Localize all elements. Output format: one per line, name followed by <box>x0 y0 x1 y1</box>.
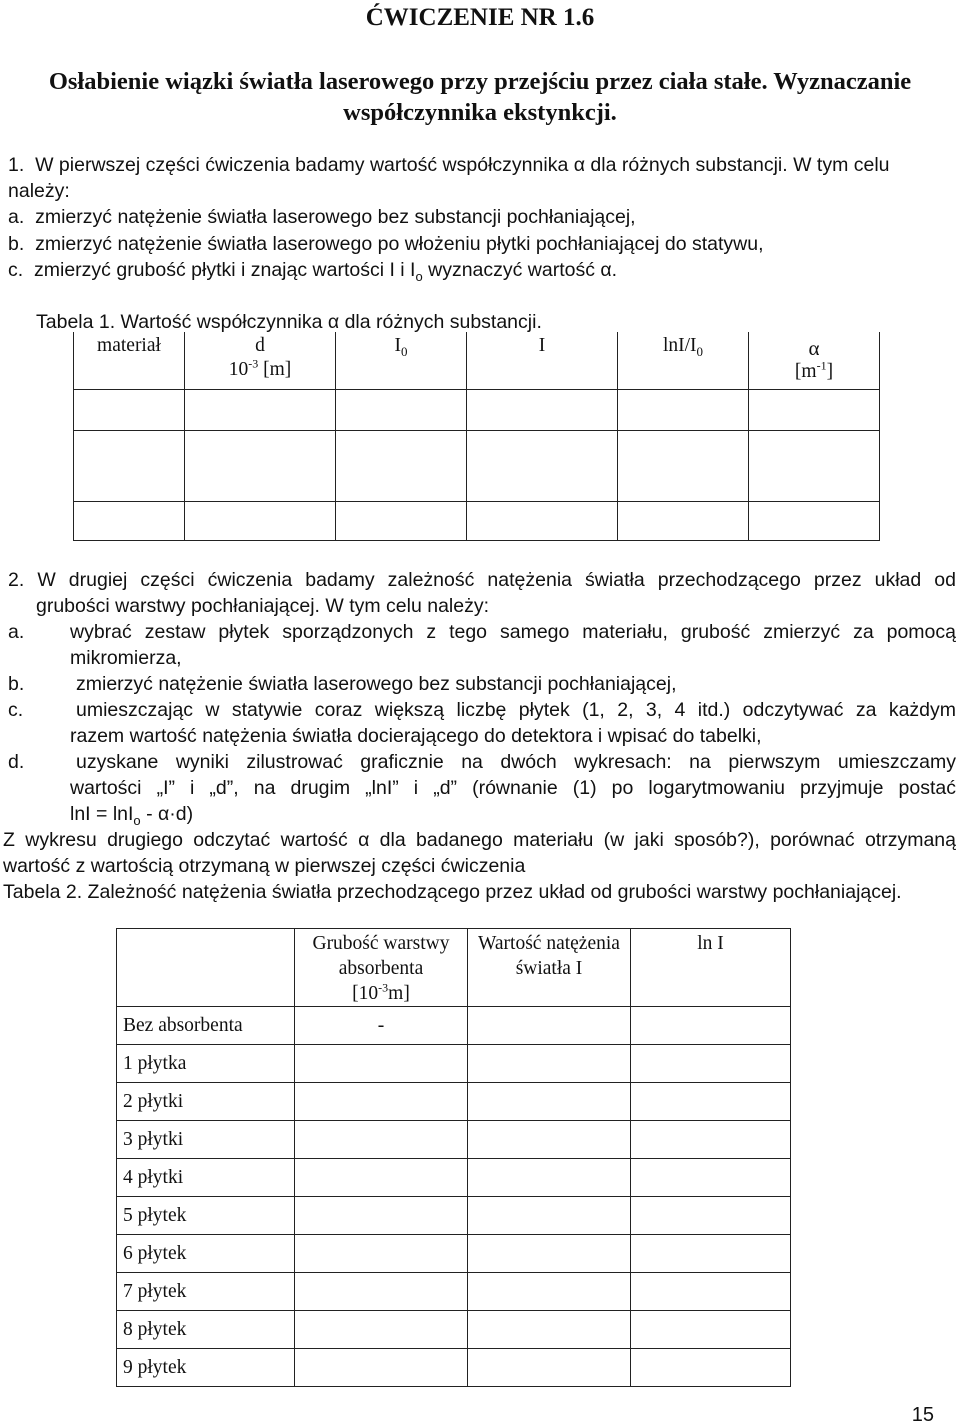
table1-cell[interactable] <box>185 431 336 502</box>
table1-cell[interactable] <box>74 502 185 541</box>
part1-item-b-text: zmierzyć natężenie światła laserowego po włożeniu płytki pochłaniającej do statywu, <box>35 233 764 255</box>
part2-item-a-line-1: wybrać zestaw płytek sporządzonych z tego samego materiału, grubość zmierzyć za pomocą <box>70 621 956 643</box>
conclusion-line-2: wartość z wartością otrzymaną w pierwszej części ćwiczenia <box>3 855 526 877</box>
table1-header-d: d $10^{-3}$ [m] <box>185 332 336 390</box>
table2-intensity-cell[interactable] <box>468 1235 631 1273</box>
part2-item-c-line-2: razem wartość natężenia światła docierającego do detektora i wpisać do tabelki, <box>70 725 762 747</box>
part1-item-b-label: b. <box>8 233 25 255</box>
table-row <box>117 1121 791 1159</box>
table1-header-material: materiał <box>74 332 185 390</box>
subtitle-line-1: Osłabienie wiązki światła laserowego przy przejściu przez ciała stałe. Wyznaczanie <box>48 68 912 95</box>
table1-cell[interactable] <box>618 502 749 541</box>
table-row <box>117 1235 791 1273</box>
table2-header-ln: ln I <box>631 929 791 1007</box>
part2-item-a-line-2: mikromierza, <box>70 647 182 669</box>
table2-intensity-cell[interactable] <box>468 1007 631 1045</box>
table1-row <box>74 431 880 502</box>
table2-row-label: 4 płytki <box>117 1159 295 1197</box>
table2-thickness-cell[interactable] <box>295 1083 468 1121</box>
part1-item-c-sub: o <box>415 268 423 284</box>
table2-ln-cell[interactable] <box>631 1083 791 1121</box>
table2-intensity-cell[interactable] <box>468 1273 631 1311</box>
table2-row-label: 1 płytka <box>117 1045 295 1083</box>
part1-intro-line-1: W pierwszej części ćwiczenia badamy wartość współczynnika α dla różnych substancji. W tym celu <box>35 154 890 176</box>
table2-row-label: Bez absorbenta <box>117 1007 295 1045</box>
table2-caption: Tabela 2. Zależność natężenia światła przechodzącego przez układ od grubości warstwy pochłaniającej. <box>3 881 902 903</box>
table1-cell[interactable] <box>336 502 467 541</box>
table2-thickness-cell[interactable] <box>295 1311 468 1349</box>
table2 <box>116 928 791 1387</box>
part1-item-c-text-end: wyznaczyć wartość α. <box>422 259 618 281</box>
table2-thickness-cell[interactable] <box>295 1159 468 1197</box>
table-row <box>117 1349 791 1387</box>
part1-item-a-label: a. <box>8 206 25 228</box>
table1-cell[interactable] <box>185 502 336 541</box>
table1 <box>73 332 880 541</box>
part2-item-a-label: a. <box>8 621 25 643</box>
table1-row <box>74 502 880 541</box>
table-row <box>117 1311 791 1349</box>
table2-intensity-cell[interactable] <box>468 1083 631 1121</box>
part2-item-d-label: d. <box>8 751 25 773</box>
table1-cell[interactable] <box>336 390 467 431</box>
table-row <box>117 1159 791 1197</box>
table1-cell[interactable] <box>336 431 467 502</box>
table-row <box>117 1045 791 1083</box>
part1-number: 1. <box>8 154 25 176</box>
part2-item-b-text: zmierzyć natężenie światła laserowego bez substancji pochłaniającej, <box>76 673 677 695</box>
table1-header-lni: lnI/$I_0$ <box>618 332 749 390</box>
table1-caption: Tabela 1. Wartość współczynnika α dla różnych substancji. <box>36 311 542 333</box>
part1-intro-line-2: należy: <box>8 180 70 202</box>
table1-cell[interactable] <box>185 390 336 431</box>
table2-thickness-cell[interactable]: - <box>295 1007 468 1045</box>
table1-header-i0: $I_0$ <box>336 332 467 390</box>
table2-row-label: 6 płytek <box>117 1235 295 1273</box>
table2-intensity-cell[interactable] <box>468 1197 631 1235</box>
page-number: 15 <box>911 1404 934 1426</box>
table2-intensity-cell[interactable] <box>468 1121 631 1159</box>
part1-item-c-label: c. <box>8 259 24 281</box>
table1-cell[interactable] <box>618 390 749 431</box>
table2-ln-cell[interactable] <box>631 1273 791 1311</box>
subtitle-line-2: współczynnika ekstynkcji. <box>343 99 617 126</box>
table2-row-label: 9 płytek <box>117 1349 295 1387</box>
table1-cell[interactable] <box>749 502 880 541</box>
table2-header-row <box>117 929 791 1007</box>
table2-intensity-cell[interactable] <box>468 1159 631 1197</box>
table2-row-label: 5 płytek <box>117 1197 295 1235</box>
table1-cell[interactable] <box>749 390 880 431</box>
conclusion-line-1: Z wykresu drugiego odczytać wartość α dla badanego materiału (w jaki sposób?), porównać otrzymaną <box>3 829 956 851</box>
part1-item-a-text: zmierzyć natężenie światła laserowego bez substancji pochłaniającej, <box>35 206 636 228</box>
part1-item-a <box>8 204 958 230</box>
table1-cell[interactable] <box>467 502 618 541</box>
table-row <box>117 1007 791 1045</box>
table1-cell[interactable] <box>74 431 185 502</box>
part1-item-b <box>8 231 958 257</box>
table2-intensity-cell[interactable] <box>468 1311 631 1349</box>
table2-ln-cell[interactable] <box>631 1311 791 1349</box>
part2-item-b-label: b. <box>8 673 25 695</box>
table2-thickness-cell[interactable] <box>295 1273 468 1311</box>
part2-item-c-line-1: umieszczając w statywie coraz większą liczbę płytek (1, 2, 3, 4 itd.) odczytywać za każdym <box>76 699 956 721</box>
page-title: ĆWICZENIE NR 1.6 <box>365 4 595 31</box>
part2-item-c-label: c. <box>8 699 24 721</box>
table1-cell[interactable] <box>74 390 185 431</box>
table1-cell[interactable] <box>749 431 880 502</box>
table2-row-label: 7 płytek <box>117 1273 295 1311</box>
part2-item-d-line-1: uzyskane wyniki zilustrować graficznie na dwóch wykresach: na pierwszym umieszczamy <box>76 751 956 773</box>
table1-cell[interactable] <box>467 390 618 431</box>
part2-equation: lnI = lnI$_o$ - α·d) <box>70 803 194 828</box>
part2-item-d-line-2: wartości „I” i „d”, na drugim „lnI” i „d” (równanie (1) po logarytmowaniu przyjmuje postać <box>70 777 956 799</box>
table1-header-alpha: α $[m^{-1}]$ <box>749 332 880 390</box>
table2-thickness-cell[interactable] <box>295 1121 468 1159</box>
table2-row-label: 8 płytek <box>117 1311 295 1349</box>
table-row <box>117 1083 791 1121</box>
table2-ln-cell[interactable] <box>631 1159 791 1197</box>
table2-ln-cell[interactable] <box>631 1349 791 1387</box>
table2-thickness-cell[interactable] <box>295 1235 468 1273</box>
exercise-subtitle <box>0 66 960 128</box>
table2-ln-cell[interactable] <box>631 1007 791 1045</box>
part1-item-c-text: zmierzyć grubość płytki i znając wartości I i I <box>34 259 416 281</box>
table1-cell[interactable] <box>467 431 618 502</box>
table2-ln-cell[interactable] <box>631 1197 791 1235</box>
table2-header-intensity: Wartość natężenia światła I <box>468 929 631 1007</box>
table2-header-thickness: Grubość warstwy absorbenta $[10^{-3}m]$ <box>295 929 468 1007</box>
part1-item-c <box>8 257 958 283</box>
table2-ln-cell[interactable] <box>631 1121 791 1159</box>
part2-intro-line-1: 2. W drugiej części ćwiczenia badamy zależność natężenia światła przechodzącego przez układ od <box>8 569 956 591</box>
table2-row-label: 2 płytki <box>117 1083 295 1121</box>
part1-intro <box>8 152 958 178</box>
table2-thickness-cell[interactable] <box>295 1349 468 1387</box>
table2-ln-cell[interactable] <box>631 1235 791 1273</box>
table-row <box>117 1273 791 1311</box>
table1-cell[interactable] <box>618 431 749 502</box>
table-row <box>117 1197 791 1235</box>
table1-row <box>74 390 880 431</box>
table2-ln-cell[interactable] <box>631 1045 791 1083</box>
table2-row-label: 3 płytki <box>117 1121 295 1159</box>
table2-header-blank <box>117 929 295 1007</box>
table2-thickness-cell[interactable] <box>295 1045 468 1083</box>
part2-intro-line-2: grubości warstwy pochłaniającej. W tym celu należy: <box>36 595 490 617</box>
table1-header-i: I <box>467 332 618 390</box>
table1-header-row <box>74 332 880 390</box>
table2-intensity-cell[interactable] <box>468 1045 631 1083</box>
table2-thickness-cell[interactable] <box>295 1197 468 1235</box>
table2-intensity-cell[interactable] <box>468 1349 631 1387</box>
